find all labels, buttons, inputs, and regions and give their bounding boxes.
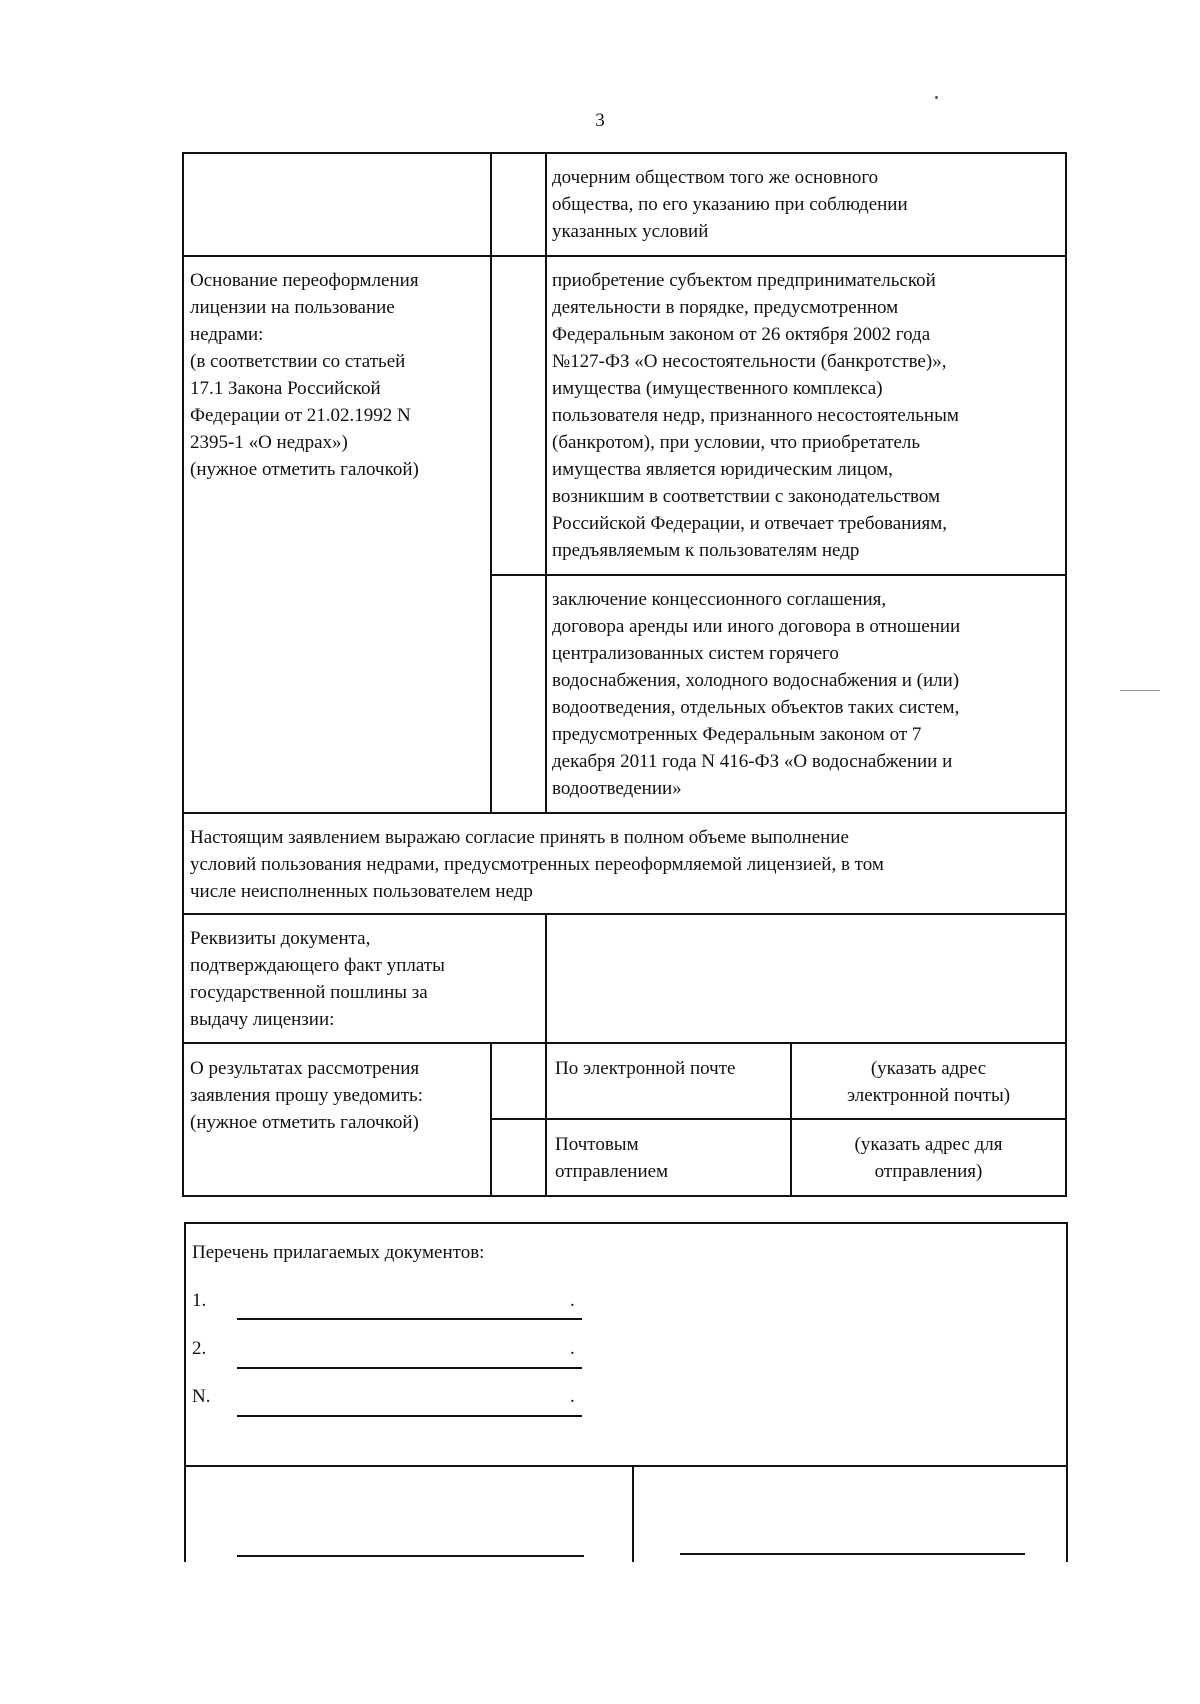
basis-label-line: лицензии на пользование	[190, 297, 395, 318]
payment-label-line: подтверждающего факт уплаты	[190, 955, 445, 976]
attachments-separator	[184, 1465, 1068, 1467]
bankruptcy-line: возникшим в соответствии с законодательством	[552, 486, 941, 507]
signature-line-right[interactable]	[680, 1553, 1025, 1555]
post-hint-line: отправления)	[874, 1161, 983, 1182]
scan-margin-mark	[1120, 690, 1160, 691]
bankruptcy-line: Федеральным законом от 26 октября 2002 года	[552, 324, 931, 345]
attachments-title: Перечень прилагаемых документов:	[192, 1242, 485, 1263]
bankruptcy-line: Российской Федерации, и отвечает требованиям,	[552, 513, 948, 534]
checkbox-notify-email[interactable]	[492, 1044, 545, 1118]
attachment-number: 1.	[192, 1290, 207, 1311]
concession-line: централизованных систем горячего	[552, 643, 839, 664]
attachment-line-n[interactable]	[237, 1415, 582, 1417]
checkbox-subsidiary[interactable]	[492, 154, 545, 255]
bankruptcy-line: имущества является юридическим лицом,	[552, 459, 893, 480]
notify-label-line: О результатах рассмотрения	[190, 1058, 420, 1079]
checkbox-concession[interactable]	[492, 576, 545, 812]
concession-line: водоотведения, отдельных объектов таких систем,	[552, 697, 960, 718]
notify-label-line: (нужное отметить галочкой)	[190, 1112, 419, 1133]
email-hint-line: (указать адрес	[870, 1058, 987, 1079]
table-border-right	[1065, 152, 1067, 1197]
consent-line: условий пользования недрами, предусмотренных переоформляемой лицензией, в том	[190, 854, 884, 875]
checkbox-bankruptcy[interactable]	[492, 257, 545, 574]
basis-label-line: 2395-1 «О недрах»)	[190, 432, 348, 453]
bankruptcy-line: предъявляемым к пользователям недр	[552, 540, 860, 561]
attachments-border-right	[1066, 1222, 1068, 1562]
notify-email-label: По электронной почте	[555, 1058, 736, 1079]
bankruptcy-line: пользователя недр, признанного несостоятельным	[552, 405, 959, 426]
basis-label-line: 17.1 Закона Российской	[190, 378, 381, 399]
row-separator-3	[182, 812, 1067, 814]
concession-line: декабря 2011 года N 416-ФЗ «О водоснабжении и	[552, 751, 953, 772]
subsidiary-line-3: указанных условий	[552, 221, 709, 242]
bankruptcy-line: №127-ФЗ «О несостоятельности (банкротстве)»,	[552, 351, 947, 372]
attachment-end-dot: .	[570, 1290, 575, 1311]
page-number: 3	[595, 110, 605, 131]
bankruptcy-line: (банкротом), при условии, что приобретатель	[552, 432, 921, 453]
attachments-border-left	[184, 1222, 186, 1562]
table-border-left	[182, 152, 184, 1197]
attachments-border-top	[184, 1222, 1068, 1224]
notify-post-label-line: Почтовым	[555, 1134, 639, 1155]
payment-label-line: Реквизиты документа,	[190, 928, 371, 949]
attachment-end-dot: .	[570, 1338, 575, 1359]
concession-line: водоотведении»	[552, 778, 682, 799]
concession-line: заключение концессионного соглашения,	[552, 589, 887, 610]
signature-col-divider	[632, 1465, 634, 1562]
bankruptcy-line: деятельности в порядке, предусмотренном	[552, 297, 899, 318]
basis-label-line: (в соответствии со статьей	[190, 351, 406, 372]
attachment-end-dot: .	[570, 1386, 575, 1407]
bankruptcy-line: имущества (имущественного комплекса)	[552, 378, 883, 399]
row-separator-1	[182, 255, 1067, 257]
notify-post-label-line: отправлением	[555, 1161, 669, 1182]
consent-line: числе неисполненных пользователем недр	[190, 881, 533, 902]
post-hint-line: (указать адрес для	[854, 1134, 1003, 1155]
subsidiary-line-1: дочерним обществом того же основного	[552, 167, 879, 188]
checkbox-col-right	[545, 152, 547, 814]
attachment-number: 2.	[192, 1338, 207, 1359]
checkbox-notify-post[interactable]	[492, 1120, 545, 1195]
concession-line: водоснабжения, холодного водоснабжения и (или)	[552, 670, 960, 691]
attachment-number: N.	[192, 1386, 211, 1407]
signature-line-left[interactable]	[237, 1555, 584, 1557]
payment-label-line: выдачу лицензии:	[190, 1009, 335, 1030]
attachment-line-2[interactable]	[237, 1367, 582, 1369]
email-hint-line: электронной почты)	[846, 1085, 1011, 1106]
consent-line: Настоящим заявлением выражаю согласие принять в полном объеме выполнение	[190, 827, 849, 848]
basis-label-line: Федерации от 21.02.1992 N	[190, 405, 411, 426]
bankruptcy-line: приобретение субъектом предпринимательской	[552, 270, 936, 291]
payment-details-field[interactable]	[547, 915, 1065, 1042]
basis-label-line: недрами:	[190, 324, 264, 345]
notify-label-line: заявления прошу уведомить:	[190, 1085, 423, 1106]
row-separator-2	[490, 574, 1067, 576]
payment-label-line: государственной пошлины за	[190, 982, 428, 1003]
concession-line: предусмотренных Федеральным законом от 7	[552, 724, 922, 745]
scan-speck	[935, 96, 938, 99]
table-border-bottom	[182, 1195, 1067, 1197]
basis-label-line: Основание переоформления	[190, 270, 419, 291]
concession-line: договора аренды или иного договора в отношении	[552, 616, 961, 637]
table-border-top	[182, 152, 1067, 154]
basis-label-line: (нужное отметить галочкой)	[190, 459, 419, 480]
attachment-line-1[interactable]	[237, 1318, 582, 1320]
subsidiary-line-2: общества, по его указанию при соблюдении	[552, 194, 908, 215]
